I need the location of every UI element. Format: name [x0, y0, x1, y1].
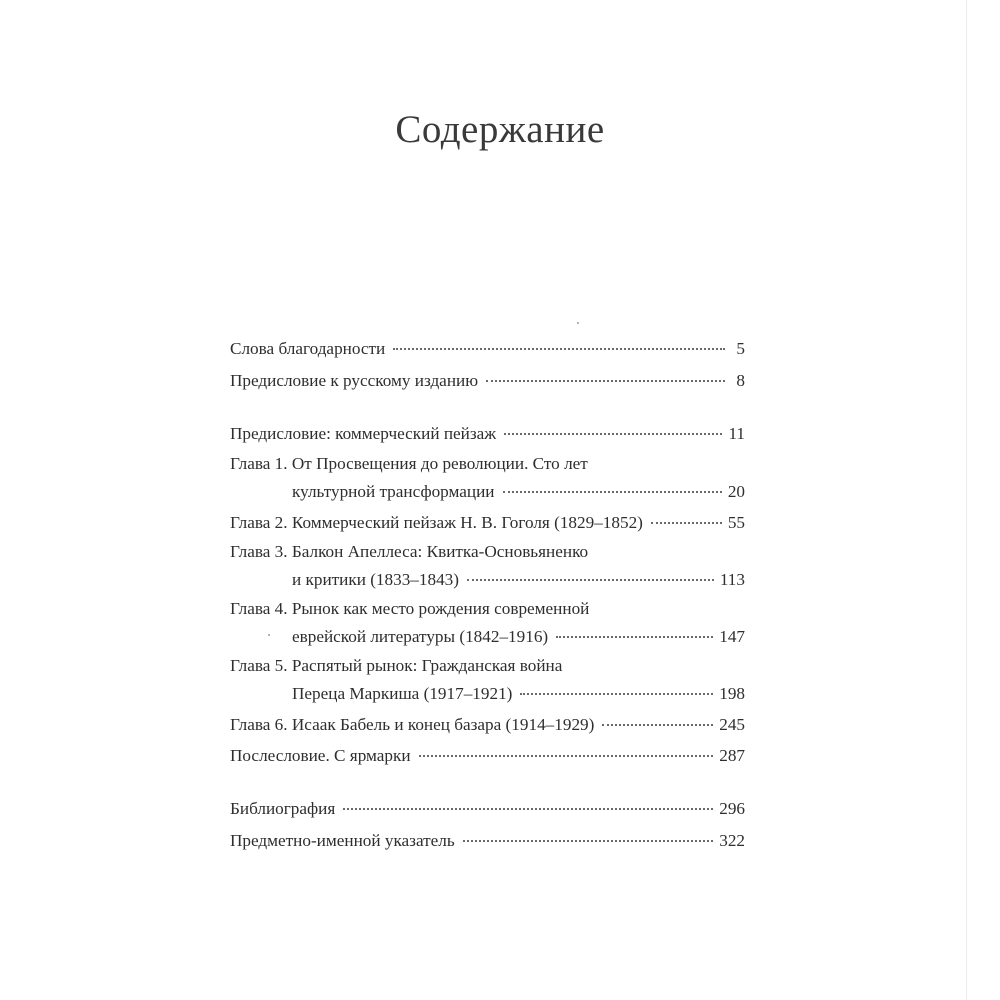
toc-entry-title: Слова благодарности	[230, 339, 386, 358]
toc-entry-title: Предисловие к русскому изданию	[230, 371, 479, 390]
toc-page-number: 245	[719, 715, 745, 734]
toc-entry-chapter-6[interactable]	[230, 710, 745, 736]
dot-leader	[463, 822, 714, 842]
toc-entry-title: Предметно-именной указатель	[230, 831, 455, 850]
toc-entry-title: Предисловие: коммерческий пейзаж	[230, 424, 497, 443]
toc-entry-chapter-4[interactable]	[230, 596, 745, 648]
toc-entry-afterword[interactable]	[230, 741, 745, 767]
toc-page-number: 147	[719, 627, 745, 646]
dot-leader	[343, 790, 713, 810]
dot-leader	[503, 473, 722, 493]
dot-leader	[393, 330, 725, 350]
dot-leader	[504, 415, 722, 435]
dot-leader	[556, 618, 713, 638]
toc-page-number: 8	[736, 371, 745, 390]
toc-page-number: 113	[719, 570, 745, 589]
toc-entry-bibliography[interactable]	[230, 794, 745, 820]
toc-entry-title: Глава 4. Рынок как место рождения современной	[230, 599, 590, 618]
toc-entry-index[interactable]	[230, 826, 745, 852]
dot-leader	[520, 675, 713, 695]
toc-entry-chapter-5[interactable]	[230, 653, 745, 705]
toc-entry-title-continued: Переца Маркиша (1917–1921)	[292, 684, 513, 703]
toc-page-number: 322	[719, 831, 745, 850]
dot-leader	[467, 561, 714, 581]
toc-entry-title-continued: и критики (1833–1843)	[292, 570, 459, 589]
toc-entry-acknowledgements[interactable]	[230, 334, 745, 360]
dot-leader	[419, 737, 714, 757]
toc-entry-title: Глава 6. Исаак Бабель и конец базара (1914–1929)	[230, 715, 595, 734]
toc-page-number: 11	[728, 424, 745, 443]
toc-entry-preface-russian[interactable]	[230, 366, 745, 392]
toc-page-number: 20	[727, 482, 745, 501]
page-title: Содержание	[395, 108, 605, 152]
paper-speck	[268, 634, 270, 636]
toc-page-number: 55	[727, 513, 745, 532]
dot-leader	[486, 362, 725, 382]
toc-entry-title: Библиография	[230, 799, 336, 818]
toc-page-number: 5	[736, 339, 745, 358]
toc-entry-chapter-1[interactable]	[230, 451, 745, 503]
toc-entry-chapter-3[interactable]	[230, 539, 745, 591]
paper-speck	[577, 322, 579, 324]
toc-entry-title: Глава 5. Распятый рынок: Гражданская война	[230, 656, 563, 675]
toc-entry-chapter-2[interactable]	[230, 508, 745, 534]
toc-entry-title-continued: еврейской литературы (1842–1916)	[292, 627, 549, 646]
toc-page-number: 296	[719, 799, 745, 818]
toc-entry-title-continued: культурной трансформации	[292, 482, 495, 501]
toc-entry-title: Глава 2. Коммерческий пейзаж Н. В. Гоголя (1829–1852)	[230, 513, 643, 532]
dot-leader	[651, 504, 722, 524]
toc-entry-title: Глава 1. От Просвещения до революции. Сто лет	[230, 454, 588, 473]
table-of-contents	[230, 334, 745, 852]
toc-entry-title: Глава 3. Балкон Апеллеса: Квитка-Основьяненко	[230, 542, 589, 561]
toc-entry-title: Послесловие. С ярмарки	[230, 746, 411, 765]
dot-leader	[602, 706, 713, 726]
toc-page-number: 198	[719, 684, 745, 703]
toc-page-number: 287	[719, 746, 745, 765]
toc-entry-preface[interactable]	[230, 419, 745, 445]
